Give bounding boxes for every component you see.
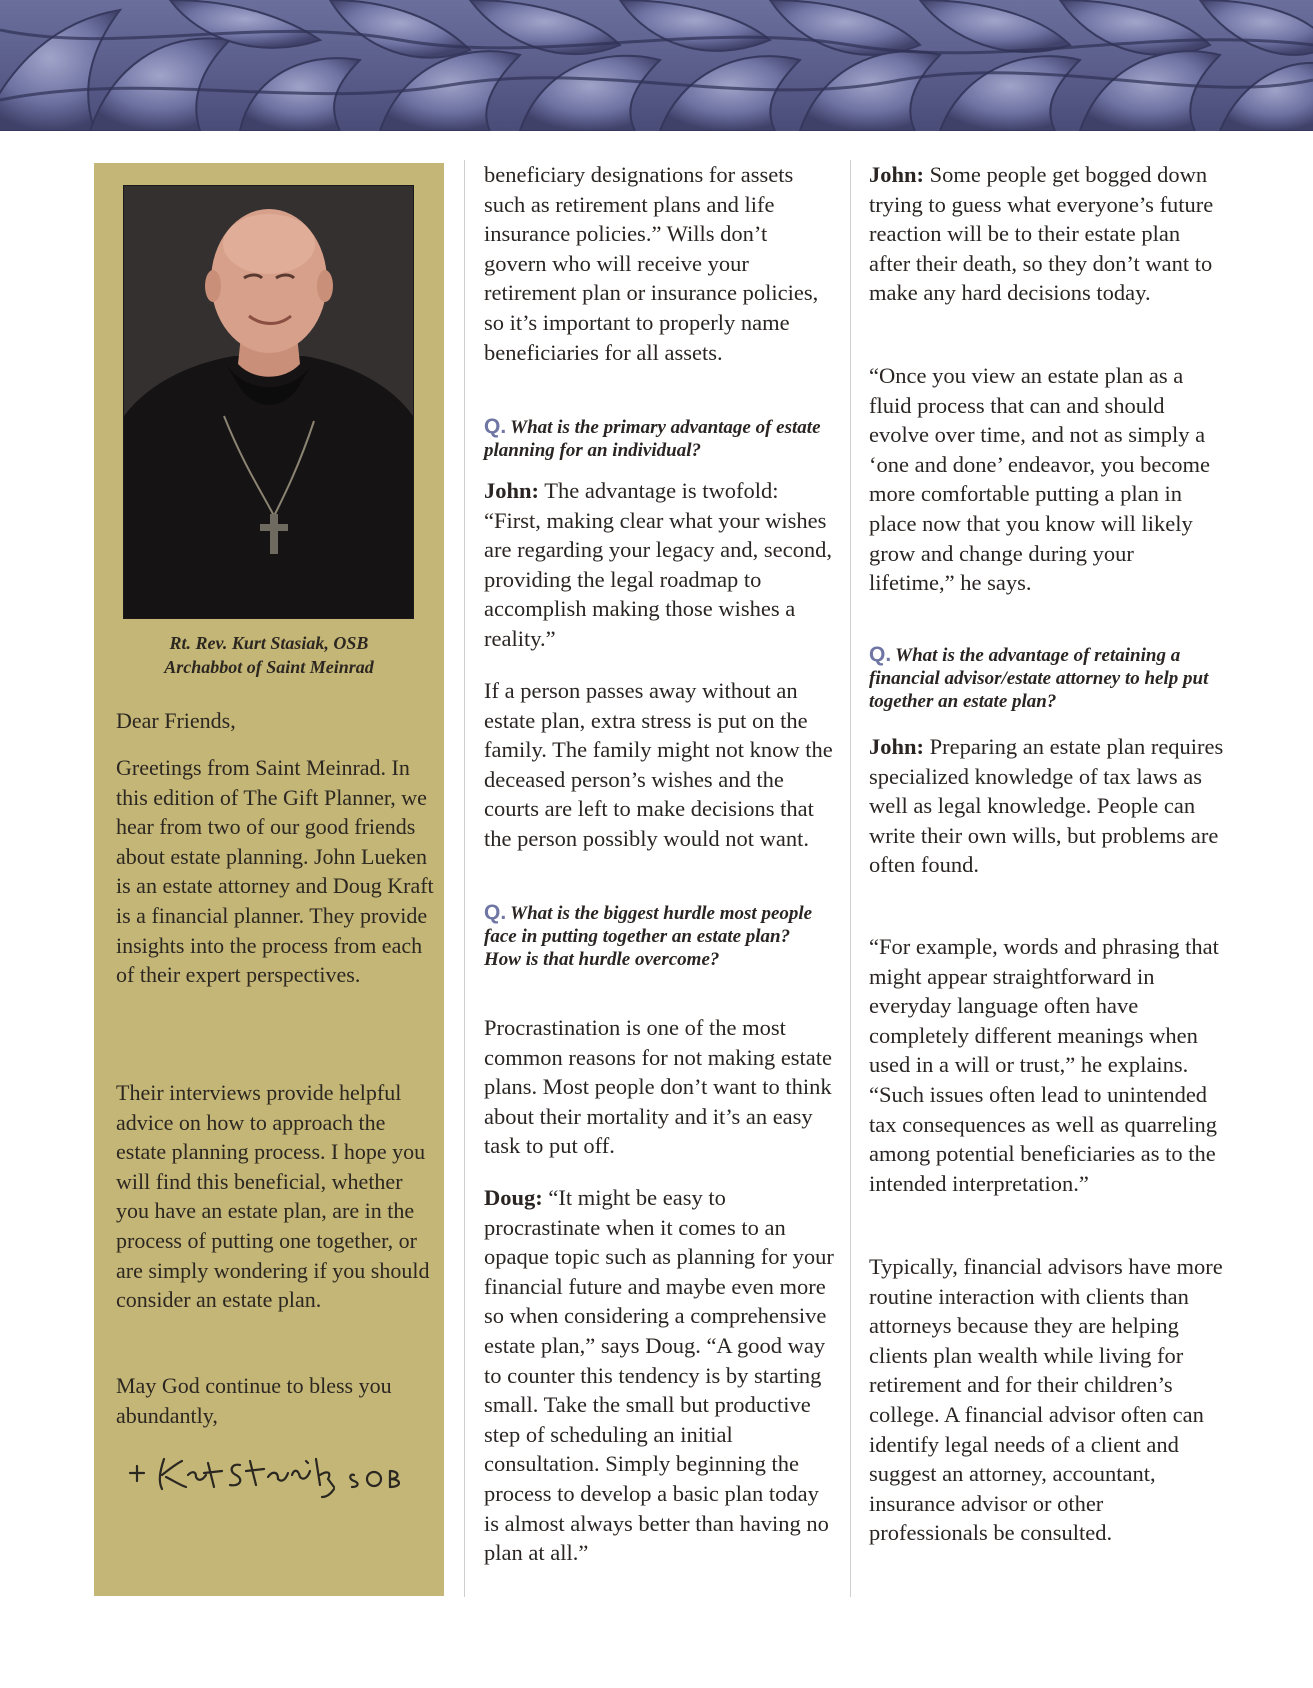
letter-paragraph-2: Their interviews provide helpful advice on how to approach the estate planning process. I hope you will find this beneficial, whether you have an estate plan, are in the process of putting one together, or are simply wondering if you should consider an estate plan. bbox=[116, 1080, 430, 1313]
letter-greeting: Dear Friends, bbox=[116, 708, 236, 733]
col2-question-2: Q. What is the biggest hurdle most people face in putting together an estate plan? How is that hurdle overcome? bbox=[484, 901, 813, 970]
letter-paragraph-1: Greetings from Saint Meinrad. In this edition of The Gift Planner, we hear from two of our good friends about estate planning. John Lueken is an estate attorney and Doug Kraft is a financial planner. They provide insights into the process from each of their expert perspectives. bbox=[116, 755, 434, 988]
question-marker: Q. bbox=[484, 901, 507, 924]
question-marker: Q. bbox=[484, 415, 507, 438]
archabbot-letter-sidebar bbox=[94, 163, 444, 1596]
column-divider-2 bbox=[850, 160, 851, 1597]
col3-question-1: Q. What is the advantage of retaining a financial advisor/estate attorney to help put together an estate plan? bbox=[869, 643, 1209, 712]
col3-answer-2: John: Preparing an estate plan requires specialized knowledge of tax laws as well as legal knowledge. People can write their own wills, but problems are often found. bbox=[869, 734, 1224, 878]
archabbot-portrait-photo bbox=[123, 185, 414, 619]
col3-paragraph-3: Typically, financial advisors have more routine interaction with clients than attorneys because they are helping clients plan wealth while living for retirement and for their children’s college. A financial advisor often can identify legal needs of a client and suggest an attorney, accountant, insurance advisor or other professionals be consulted. bbox=[869, 1254, 1223, 1546]
col3-paragraph-1: “Once you view an estate plan as a fluid process that can and should evolve over time, and not as simply a ‘one and done’ endeavor, you become more comfortable putting a plan in place now that you know will likely grow and change during your lifetime,” he says. bbox=[869, 363, 1211, 596]
col3-paragraph-2: “For example, words and phrasing that might appear straightforward in everyday language often have completely different meanings when used in a will or trust,” he explains. “Such issues often lead to unintended tax consequences as well as quarreling among potential beneficiaries as to the intended interpretation.” bbox=[869, 934, 1219, 1196]
speaker-john: John: bbox=[869, 162, 925, 187]
photo-caption bbox=[94, 631, 444, 679]
header-banner-image bbox=[0, 0, 1313, 131]
column-divider-1 bbox=[464, 160, 465, 1597]
caption-name: Rt. Rev. Kurt Stasiak, OSB bbox=[169, 633, 369, 653]
col2-paragraph-2: If a person passes away without an estate plan, extra stress is put on the family. The family might not know the deceased person’s wishes and the courts are left to make decisions that the person possibly would not want. bbox=[484, 678, 833, 851]
speaker-doug: Doug: bbox=[484, 1185, 543, 1210]
speaker-john: John: bbox=[484, 478, 540, 503]
col2-paragraph-3: Procrastination is one of the most common reasons for not making estate plans. Most people don’t want to think about their mortality and it’s an easy task to put off. bbox=[484, 1015, 833, 1159]
col2-question-1: Q. What is the primary advantage of estate planning for an individual? bbox=[484, 415, 821, 461]
question-marker: Q. bbox=[869, 643, 892, 666]
speaker-john: John: bbox=[869, 734, 925, 759]
carved-ornament-pattern bbox=[0, 0, 1313, 131]
col2-answer-1: John: The advantage is twofold: “First, making clear what your wishes are regarding your legacy and, second, providing the legal roadmap to accomplish making those wishes a reality.” bbox=[484, 478, 832, 651]
col2-paragraph-1: beneficiary designations for assets such as retirement plans and life insurance policies.” Wills don’t govern who will receive your retirement plan or insurance policies, so it’s important to properly name beneficiaries for all assets. bbox=[484, 162, 819, 365]
letter-closing: May God continue to bless you abundantly, bbox=[116, 1373, 392, 1428]
col3-answer-1: John: Some people get bogged down trying to guess what everyone’s future reaction will be to their estate plan after their death, so they don’t want to make any hard decisions today. bbox=[869, 162, 1214, 306]
handwritten-signature bbox=[122, 1441, 412, 1501]
caption-title: Archabbot of Saint Meinrad bbox=[164, 657, 374, 677]
col2-answer-2: Doug: “It might be easy to procrastinate when it comes to an opaque topic such as planning for your financial future and maybe even more so when considering a comprehensive estate plan,” says Doug. “A good way to counter this tendency is by starting small. Take the small but productive step of scheduling an initial consultation. Simply beginning the process to develop a basic plan today is almost always better than having no plan at all.” bbox=[484, 1185, 834, 1566]
